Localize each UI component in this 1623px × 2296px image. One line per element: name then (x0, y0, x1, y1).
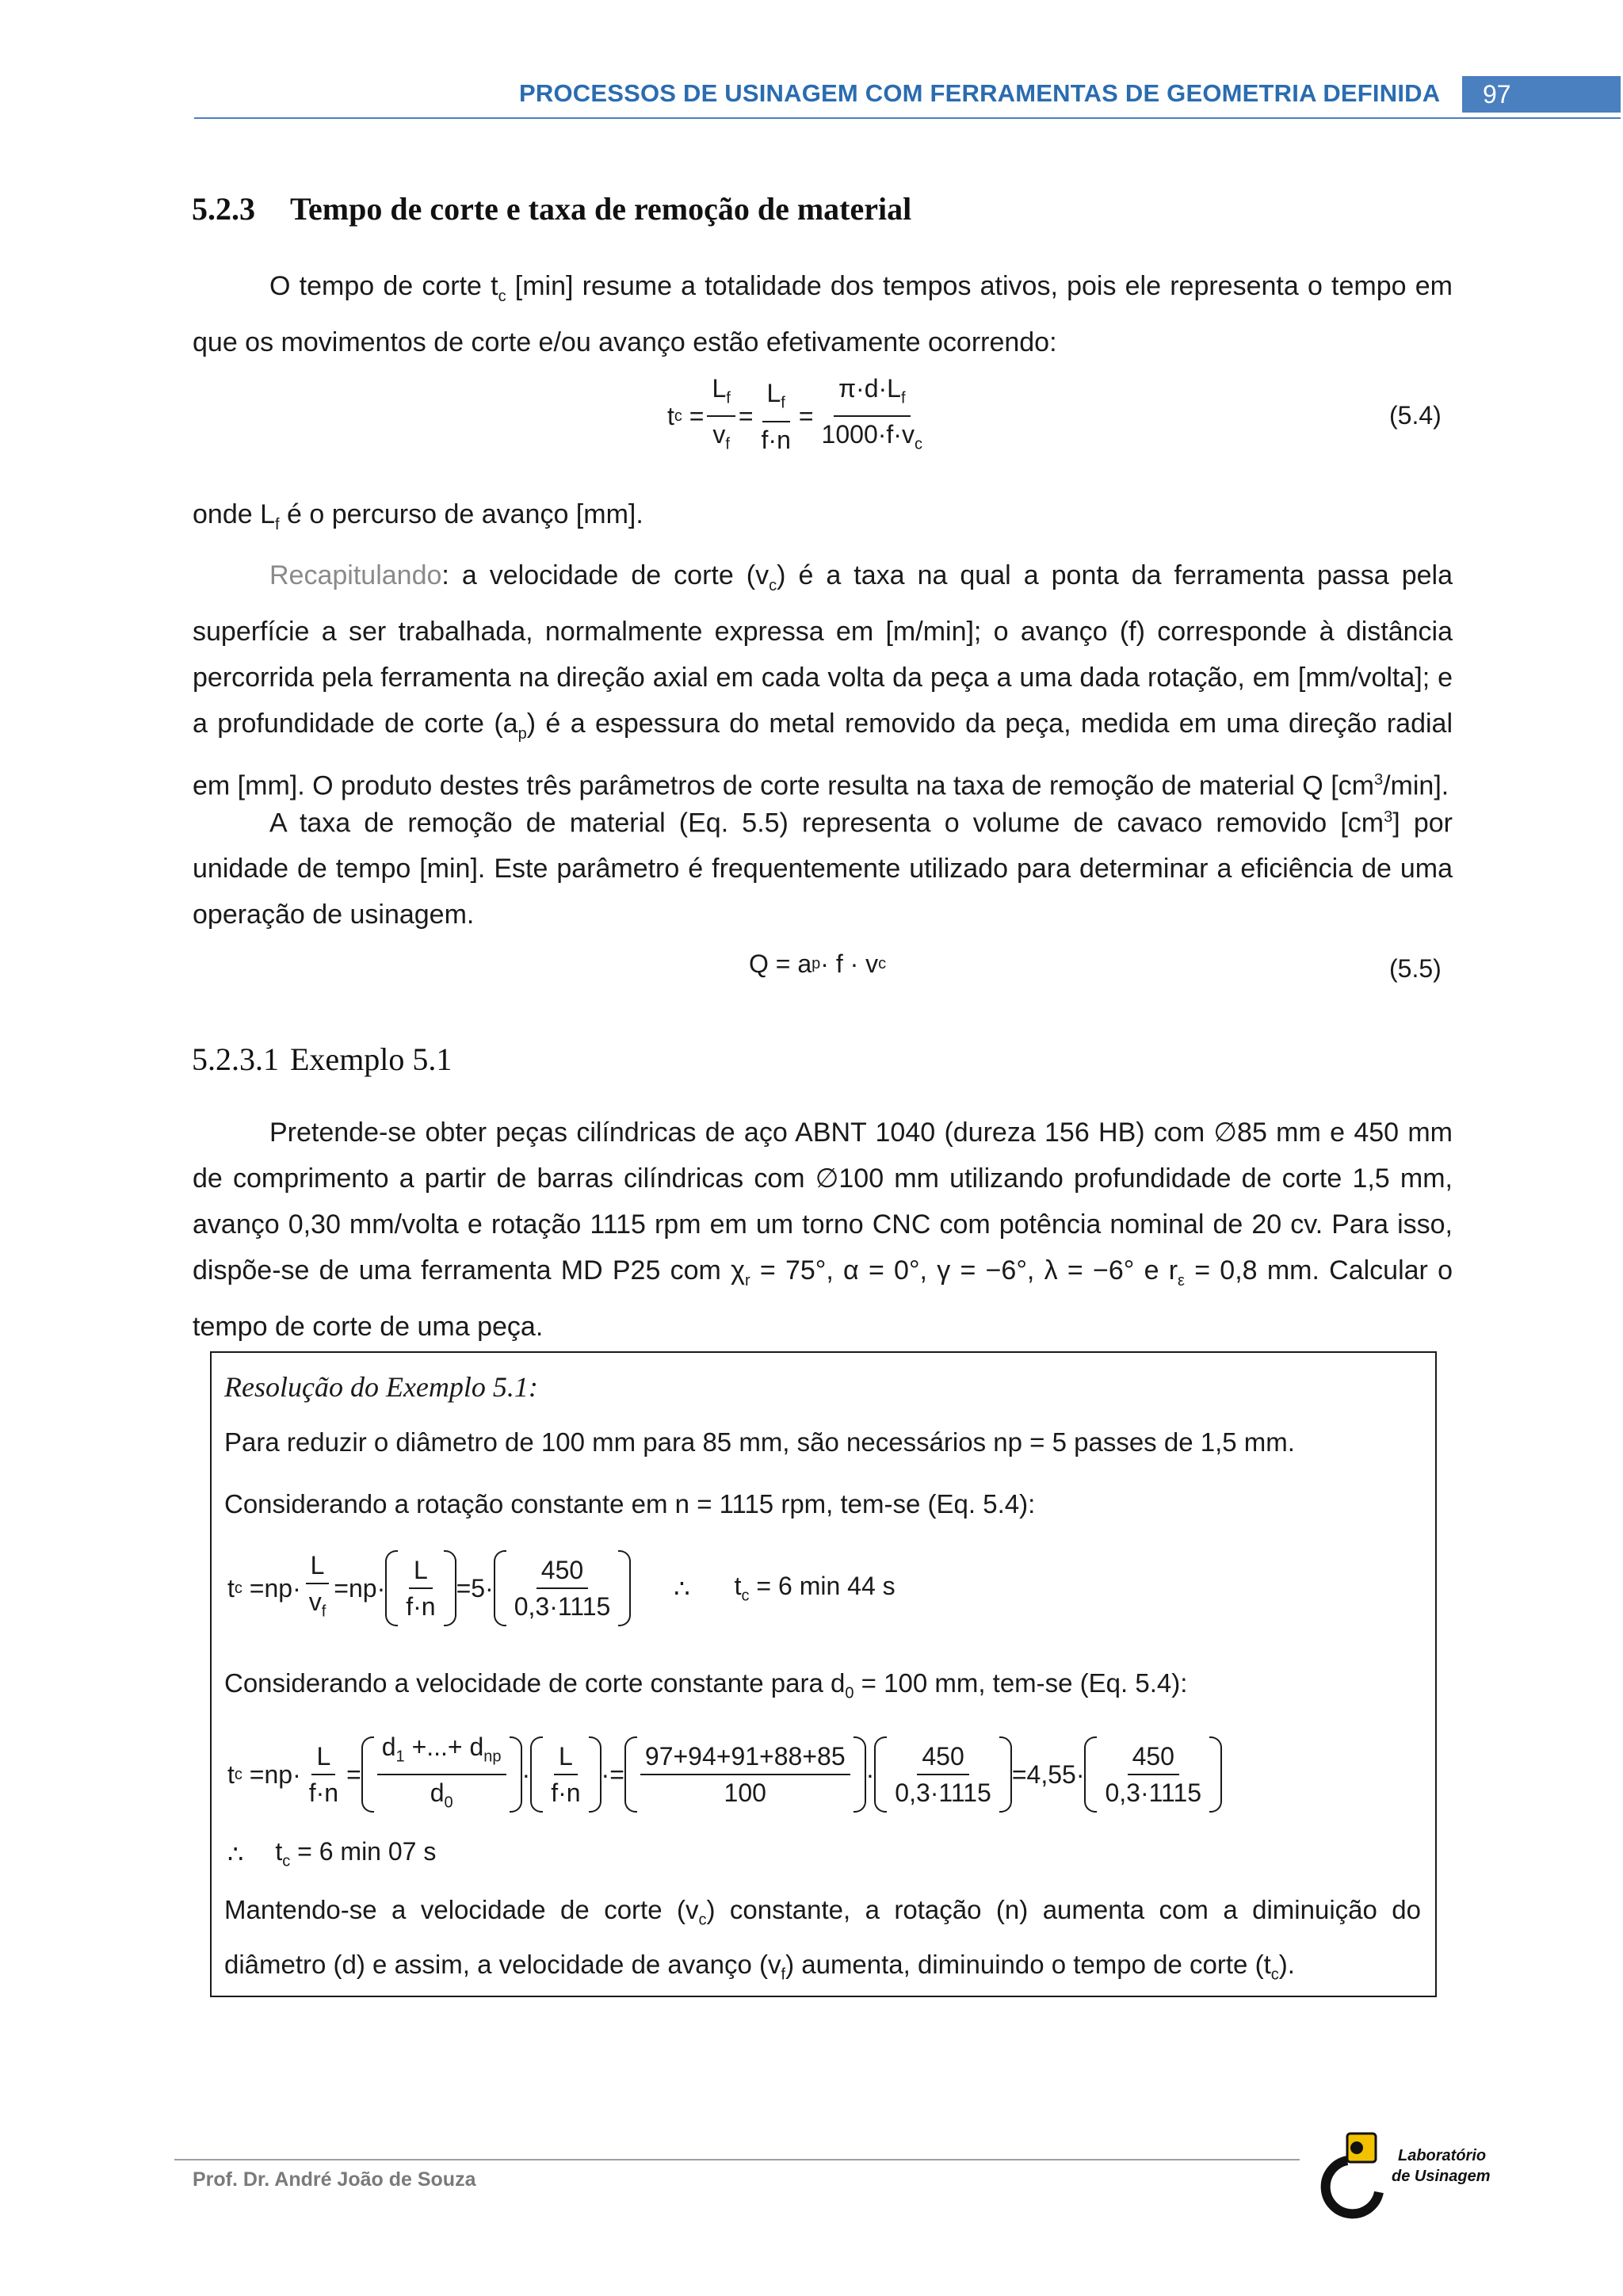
resolution-line-velocity: Considerando a velocidade de corte constante para $d_0 = 100$ mm, tem-se (Eq. 5.4): (224, 1668, 1188, 1702)
recap-term: Recapitulando (269, 560, 442, 590)
equation-number-5-4: (5.4) (1389, 401, 1442, 430)
result-velocity-constant: ∴ $t_c = 6$ min 07 s (227, 1837, 437, 1870)
footer-author: Prof. Dr. André João de Souza (193, 2168, 476, 2191)
equation-rotation-constant: t c =np· $\frac{L}{v_f}$ =np· $\frac{L}{f\cdot n}$ =5· $\frac{450}{0,3\cdot 1115}$ ∴ $t_c = 6$ min 44 s (227, 1549, 896, 1627)
equation-velocity-constant: t c =np· $\frac{L}{f\cdot n}$ = $\frac{d_1 +...+ d_{np}}{d_0}$ · $\frac{L}{f\cdot n}$ ·= $\frac{97+94+91+88+85}{100}$ · $\frac{450}{0,3\cdot 1115}$ =4,55· $\frac{450}{0,3\cdot 1115}$ (227, 1731, 1222, 1819)
resolution-line-passes: Para reduzir o diâmetro de 100 mm para 85 mm, são necessários np = 5 passes de 1,5 mm. (224, 1427, 1295, 1457)
header-rule (194, 117, 1621, 119)
lab-logo-icon (1316, 2129, 1491, 2208)
paragraph-taxa-remocao: A taxa de remoção de material (Eq. 5.5) representa o volume de cavaco removido $[cm^3]$ por unidade de tempo [min]. Este parâmetro é frequentemente utilizado para determinar a eficiência de uma operação de usinagem. (193, 808, 1453, 930)
equation-number-5-5: (5.5) (1389, 954, 1442, 983)
paragraph-onde: onde $L_f$ é o percurso de avanço [mm]. (193, 499, 643, 533)
equation-5-5: Q = a p · f · v c (749, 949, 887, 978)
resolution-line-rotation: Considerando a rotação constante em n = 1115 rpm, tem-se (Eq. 5.4): (224, 1489, 1036, 1519)
equation-5-4: t c = $\frac{L_f}{v_f}$ = $\frac{L_f}{f\cdot n}$ = $\frac{\pi\cdot d\cdot L_f}{1000\cdot f\cdot v_c}$ (667, 374, 922, 454)
paragraph-exemplo: Pretende-se obter peças cilíndricas de aço ABNT 1040 (dureza 156 HB) com ∅85 mm e 450 mm de comprimento a partir de barras cilíndricas com ∅100 mm utilizando profundidade de corte 1,5 mm, avanço 0,30 mm/volta e rotação 1115 rpm em um torno CNC com potência nominal de 20 cv. Para isso, dispõe-se de uma ferramenta MD P25 com $\chi_r = 75^\circ$, α = 0°, γ = −6°, λ = −6° e $r_\varepsilon = 0,8$ mm. Calcular o tempo de corte de uma peça. (193, 1117, 1453, 1342)
paragraph-recapitulando: Recapitulando: a velocidade de corte $(v_c)$ é a taxa na qual a ponta da ferramenta passa pela superfície a ser trabalhada, normalmente expressa em [m/min]; o avanço (f) corresponde à distância percorrida pela ferramenta na direção axial em cada volta da peça a uma dada rotação, em [mm/volta]; e a profundidade de corte $(a_p)$ é a espessura do metal removido da peça, medida em uma direção radial em [mm]. O produto destes três parâmetros de corte resulta na taxa de remoção de material Q $[cm^3/\min]$. (193, 560, 1453, 800)
page-number: 97 (1462, 76, 1621, 113)
svg-text:Laboratório: Laboratório (1398, 2147, 1487, 2164)
running-header-title: PROCESSOS DE USINAGEM COM FERRAMENTAS DE GEOMETRIA DEFINIDA (519, 79, 1441, 107)
paragraph-tempo-corte: O tempo de corte $t_c$ [min] resume a totalidade dos tempos ativos, pois ele representa o tempo em que os movimentos de corte e/ou avanço estão efetivamente ocorrendo: (193, 271, 1453, 357)
subsection-number: 5.2.3.1 (192, 1041, 279, 1077)
section-title: Tempo de corte e taxa de remoção de material (290, 191, 912, 227)
section-heading (192, 190, 911, 227)
subsection-heading (192, 1041, 452, 1078)
section-number: 5.2.3 (192, 191, 255, 227)
resolution-title: Resolução do Exemplo 5.1: (224, 1371, 538, 1403)
footer-rule (174, 2159, 1300, 2160)
svg-text:de Usinagem: de Usinagem (1392, 2168, 1491, 2185)
subsection-title: Exemplo 5.1 (290, 1041, 453, 1077)
resolution-conclusion: Mantendo-se a velocidade de corte $(v_c)$ constante, a rotação (n) aumenta com a diminuição do diâmetro (d) e assim, a velocidade de avanço $(v_f)$ aumenta, diminuindo o tempo de corte $(t_c)$. (224, 1895, 1422, 1984)
lab-logo (1316, 2129, 1491, 2208)
